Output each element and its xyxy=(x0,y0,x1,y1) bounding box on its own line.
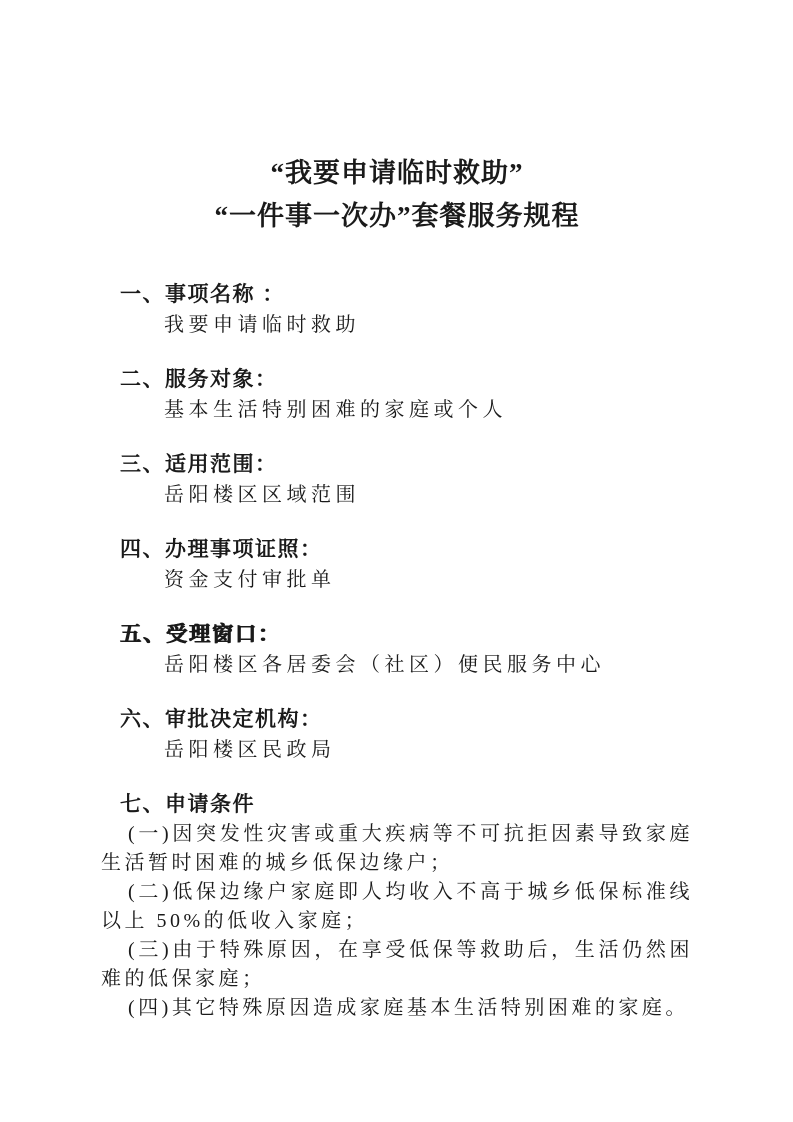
document-title xyxy=(101,152,693,238)
section-approval-authority xyxy=(101,705,693,765)
section-heading: 三、适用范围： xyxy=(120,453,278,476)
section-heading: 七、申请条件 xyxy=(120,793,255,816)
sections-list xyxy=(101,280,693,1023)
condition-paragraph-2: (二)低保边缘户家庭即人均收入不高于城乡低保标准线以上 50%的低收入家庭； xyxy=(101,881,693,932)
section-heading: 四、办理事项证照： xyxy=(120,538,323,561)
section-acceptance-window xyxy=(101,620,693,680)
section-heading: 五、受理窗口： xyxy=(120,623,281,646)
section-certificates xyxy=(101,535,693,595)
section-scope xyxy=(101,450,693,510)
document-content xyxy=(101,0,693,1023)
condition-paragraph-4: (四)其它特殊原因造成家庭基本生活特别困难的家庭。 xyxy=(128,997,689,1019)
section-item-name xyxy=(101,280,693,340)
condition-paragraph-3: (三)由于特殊原因，在享受低保等救助后，生活仍然困难的低保家庭； xyxy=(101,939,693,990)
section-heading: 一、事项名称 ： xyxy=(120,283,285,306)
section-application-conditions xyxy=(101,790,693,1023)
section-content: 资金支付审批单 xyxy=(164,569,336,591)
section-heading: 二、服务对象： xyxy=(120,368,278,391)
section-content: 基本生活特别困难的家庭或个人 xyxy=(164,399,507,421)
section-content: 我要申请临时救助 xyxy=(164,314,360,336)
title-line-2: “一件事一次办”套餐服务规程 xyxy=(214,201,580,231)
section-content: 岳阳楼区各居委会（社区）便民服务中心 xyxy=(164,654,605,676)
section-heading: 六、审批决定机构： xyxy=(120,708,323,731)
condition-paragraph-1: (一)因突发性灾害或重大疾病等不可抗拒因素导致家庭生活暂时困难的城乡低保边缘户； xyxy=(101,823,693,874)
section-content: 岳阳楼区区域范围 xyxy=(164,484,360,506)
section-content: 岳阳楼区民政局 xyxy=(164,739,336,761)
title-line-1: “我要申请临时救助” xyxy=(270,158,524,188)
section-service-target xyxy=(101,365,693,425)
